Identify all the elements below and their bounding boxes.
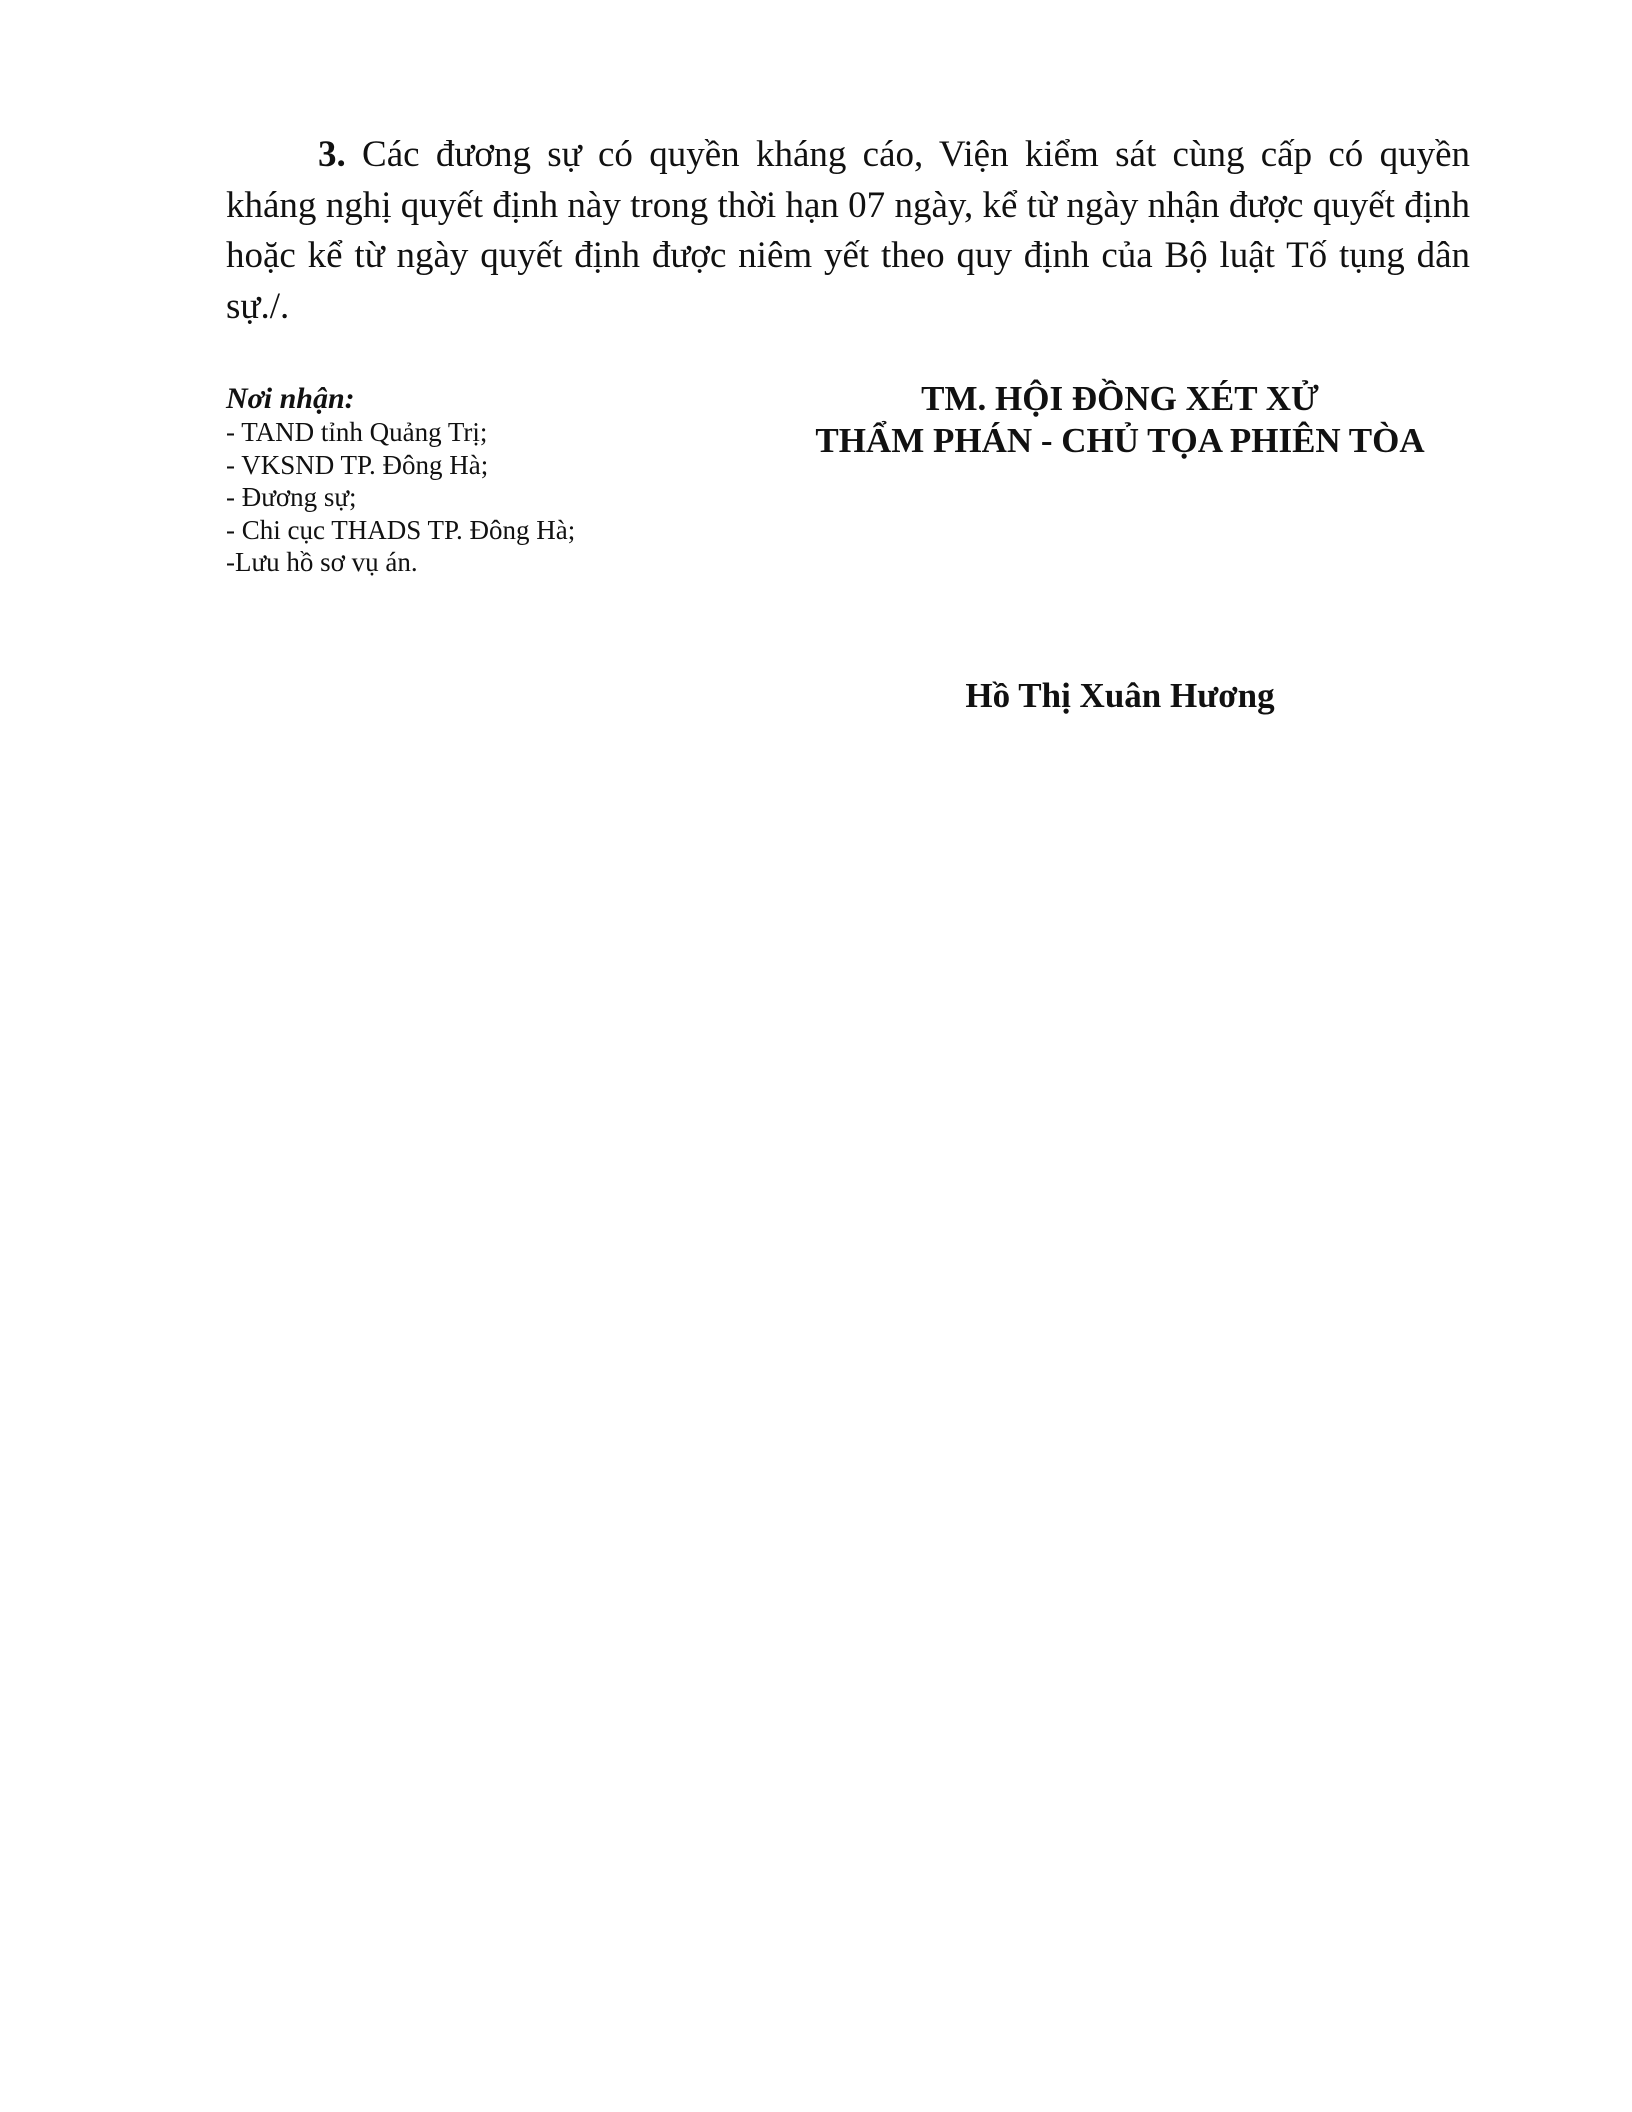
signature-title-line2: THẨM PHÁN - CHỦ TỌA PHIÊN TÒA [815,421,1425,460]
recipient-item: - VKSND TP. Đông Hà; [226,449,489,480]
recipients-block [226,381,646,579]
item-number: 3. [318,134,346,175]
decision-paragraph-3 [226,130,1470,332]
recipient-item: - TAND tỉnh Quảng Trị; [226,417,488,447]
recipient-item: - Đương sự; [226,482,357,512]
item-text: Các đương sự có quyền kháng cáo, Viện kiểm sát cùng cấp có quyền kháng nghị quyết định này trong thời hạn 07 ngày, kể từ ngày nhận được quyết định hoặc kể từ ngày quyết định được niêm yết theo quy định của Bộ luật Tố tụng dân sự./. [226,134,1471,327]
signature-title-line1: TM. HỘI ĐỒNG XÉT XỬ [921,379,1319,418]
recipients-list [226,416,646,579]
signature-title-block [780,378,1460,462]
signer-name: Hồ Thị Xuân Hương [965,676,1275,715]
recipients-heading: Nơi nhận: [226,382,355,415]
recipient-item: -Lưu hồ sơ vụ án. [226,547,418,577]
recipient-item: - Chi cục THADS TP. Đông Hà; [226,514,576,545]
